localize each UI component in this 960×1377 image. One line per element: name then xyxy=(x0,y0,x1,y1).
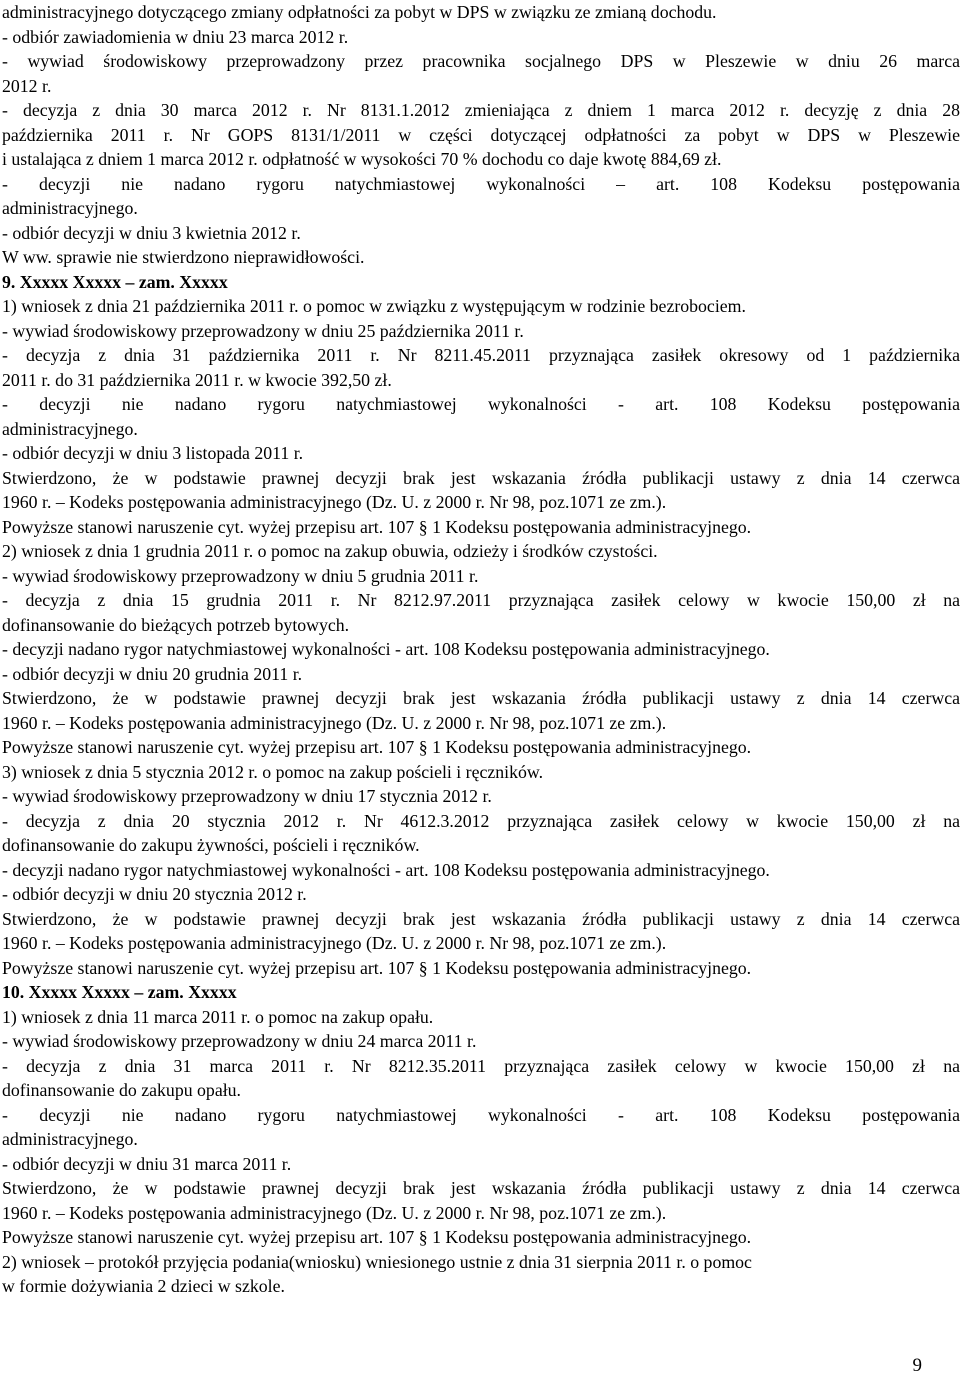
text-line: administracyjnego. xyxy=(2,418,138,439)
text-line: - wywiad środowiskowy przeprowadzony w dniu 17 stycznia 2012 r. xyxy=(2,786,492,806)
text-line: 1960 r. – Kodeks postępowania administracyjnego (Dz. U. z 2000 r. Nr 98, poz.1071 ze zm.). xyxy=(2,933,667,953)
text-line: - wywiad środowiskowy przeprowadzony przez pracownika socjalnego DPS w Pleszewie w dniu 26 marca xyxy=(2,51,960,71)
text-line: dofinansowanie do zakupu opału. xyxy=(2,1080,241,1100)
text-line: Stwierdzono, że w podstawie prawnej decyzji brak jest wskazania źródła publikacji ustawy z dnia 14 czerwca xyxy=(2,467,960,488)
text-line: 1960 r. – Kodeks postępowania administracyjnego (Dz. U. z 2000 r. Nr 98, poz.1071 ze zm.). xyxy=(2,1202,667,1223)
text-line: - decyzja z dnia 31 marca 2011 r. Nr 8212.35.2011 przyznająca zasiłek celowy w kwocie 150,00 zł na xyxy=(2,1055,960,1076)
text-line: 2011 r. do 31 października 2011 r. w kwocie 392,50 zł. xyxy=(2,369,392,390)
section-heading: 9. Xxxxx Xxxxx – zam. Xxxxx xyxy=(2,271,228,292)
text-line: Powyższe stanowi naruszenie cyt. wyżej przepisu art. 107 § 1 Kodeksu postępowania administracyjnego. xyxy=(2,957,752,978)
text-line: 1) wniosek z dnia 21 października 2011 r. o pomoc w związku z występującym w rodzinie bezrobociem. xyxy=(2,296,746,316)
text-line: - wywiad środowiskowy przeprowadzony w dniu 24 marca 2011 r. xyxy=(2,1031,477,1051)
text-line: administracyjnego. xyxy=(2,1129,138,1149)
text-line: 1) wniosek z dnia 11 marca 2011 r. o pomoc na zakup opału. xyxy=(2,1006,434,1027)
text-line: 3) wniosek z dnia 5 stycznia 2012 r. o pomoc na zakup pościeli i ręczników. xyxy=(2,761,544,782)
text-line: w formie dożywiania 2 dzieci w szkole. xyxy=(2,1276,285,1296)
text-line: - odbiór decyzji w dniu 3 listopada 2011 r. xyxy=(2,443,304,463)
text-line: - decyzja z dnia 20 stycznia 2012 r. Nr 4612.3.2012 przyznająca zasiłek celowy w kwocie 150,00 zł na xyxy=(2,810,960,831)
text-line: - decyzji nadano rygor natychmiastowej wykonalności - art. 108 Kodeksu postępowania administracyjnego. xyxy=(2,859,770,880)
text-line: - odbiór zawiadomienia w dniu 23 marca 2012 r. xyxy=(2,26,349,47)
text-line: - decyzji nie nadano rygoru natychmiastowej wykonalności – art. 108 Kodeksu postępowania xyxy=(2,173,960,194)
text-line: - decyzja z dnia 30 marca 2012 r. Nr 8131.1.2012 zmieniająca z dniem 1 marca 2012 r. decyzję z dnia 28 xyxy=(2,100,960,120)
page-number: 9 xyxy=(912,1355,922,1376)
text-line: - decyzji nadano rygor natychmiastowej wykonalności - art. 108 Kodeksu postępowania administracyjnego. xyxy=(2,639,770,659)
text-line: dofinansowanie do zakupu żywności, pościeli i ręczników. xyxy=(2,835,420,855)
text-line: W ww. sprawie nie stwierdzono nieprawidłowości. xyxy=(2,247,365,267)
text-line: - wywiad środowiskowy przeprowadzony w dniu 5 grudnia 2011 r. xyxy=(2,565,479,586)
text-line: - odbiór decyzji w dniu 3 kwietnia 2012 r. xyxy=(2,222,301,243)
text-line: Powyższe stanowi naruszenie cyt. wyżej przepisu art. 107 § 1 Kodeksu postępowania administracyjnego. xyxy=(2,516,752,537)
text-line: administracyjnego dotyczącego zmiany odpłatności za pobyt w DPS w związku ze zmianą dochodu. xyxy=(2,2,717,22)
document-body xyxy=(2,0,960,1299)
text-line: dofinansowanie do bieżących potrzeb bytowych. xyxy=(2,614,350,635)
text-line: 2) wniosek – protokół przyjęcia podania(wniosku) wniesionego ustnie z dnia 31 sierpnia 2011 r. o pomoc xyxy=(2,1251,752,1272)
text-line: - odbiór decyzji w dniu 31 marca 2011 r. xyxy=(2,1153,292,1174)
text-line: administracyjnego. xyxy=(2,198,138,218)
text-line: - decyzji nie nadano rygoru natychmiastowej wykonalności - art. 108 Kodeksu postępowania xyxy=(2,1104,960,1125)
text-line: 1960 r. – Kodeks postępowania administracyjnego (Dz. U. z 2000 r. Nr 98, poz.1071 ze zm.). xyxy=(2,712,667,733)
text-line: Stwierdzono, że w podstawie prawnej decyzji brak jest wskazania źródła publikacji ustawy z dnia 14 czerwca xyxy=(2,908,960,929)
text-line: - odbiór decyzji w dniu 20 grudnia 2011 r. xyxy=(2,663,303,684)
text-line: 2) wniosek z dnia 1 grudnia 2011 r. o pomoc na zakup obuwia, odzieży i środków czystości. xyxy=(2,541,658,561)
text-line: Powyższe stanowi naruszenie cyt. wyżej przepisu art. 107 § 1 Kodeksu postępowania administracyjnego. xyxy=(2,737,752,757)
text-line: i ustalająca z dniem 1 marca 2012 r. odpłatność w wysokości 70 % dochodu co daje kwotę 884,69 zł. xyxy=(2,149,722,169)
section-heading: 10. Xxxxx Xxxxx – zam. Xxxxx xyxy=(2,982,237,1002)
text-line: - decyzja z dnia 31 października 2011 r. Nr 8211.45.2011 przyznająca zasiłek okresowy od 1 października xyxy=(2,345,960,365)
text-line: Powyższe stanowi naruszenie cyt. wyżej przepisu art. 107 § 1 Kodeksu postępowania administracyjnego. xyxy=(2,1227,752,1247)
text-line: 1960 r. – Kodeks postępowania administracyjnego (Dz. U. z 2000 r. Nr 98, poz.1071 ze zm.). xyxy=(2,492,667,512)
text-line: Stwierdzono, że w podstawie prawnej decyzji brak jest wskazania źródła publikacji ustawy z dnia 14 czerwca xyxy=(2,1178,960,1198)
text-line: października 2011 r. Nr GOPS 8131/1/2011 w części dotyczącej odpłatności za pobyt w DPS w Pleszewie xyxy=(2,124,960,145)
text-line: - decyzji nie nadano rygoru natychmiastowej wykonalności - art. 108 Kodeksu postępowania xyxy=(2,394,960,414)
text-line: - odbiór decyzji w dniu 20 stycznia 2012 r. xyxy=(2,884,307,904)
text-line: Stwierdzono, że w podstawie prawnej decyzji brak jest wskazania źródła publikacji ustawy z dnia 14 czerwca xyxy=(2,688,960,708)
text-line: - decyzja z dnia 15 grudnia 2011 r. Nr 8212.97.2011 przyznająca zasiłek celowy w kwocie 150,00 zł na xyxy=(2,590,960,610)
text-line: - wywiad środowiskowy przeprowadzony w dniu 25 października 2011 r. xyxy=(2,320,524,341)
text-line: 2012 r. xyxy=(2,75,52,96)
